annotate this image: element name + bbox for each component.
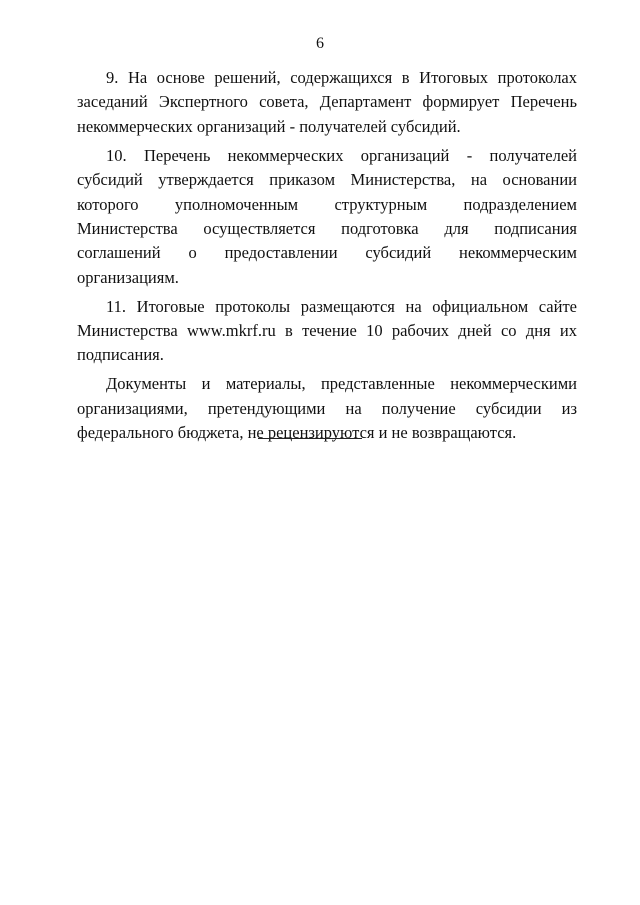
document-body (77, 66, 577, 446)
paragraph-item-9: 9. На основе решений, содержащихся в Итоговых протоколах заседаний Экспертного совета, Департамент формирует Перечень некоммерческих организаций - получателей субсидий. (77, 68, 577, 136)
page-number: 6 (316, 35, 324, 52)
paragraph-item-10: 10. Перечень некоммерческих организаций - получателей субсидий утверждается приказом Министерства, на основании которого уполномоченным структурным подразделением Министерства осуществляется подготовка для подписания соглашений о предоставлении субсидий некоммерческим организациям. (77, 145, 577, 287)
paragraph-item-11: 11. Итоговые протоколы размещаются на официальном сайте Министерства www.mkrf.ru в течение 10 рабочих дней со дня их подписания. (77, 296, 577, 365)
paragraph-documents-note: Документы и материалы, представленные некоммерческими организациями, претендующими на получение субсидии из федерального бюджета, не рецензируются и не возвращаются. (77, 374, 577, 443)
end-of-document-rule (258, 438, 362, 439)
